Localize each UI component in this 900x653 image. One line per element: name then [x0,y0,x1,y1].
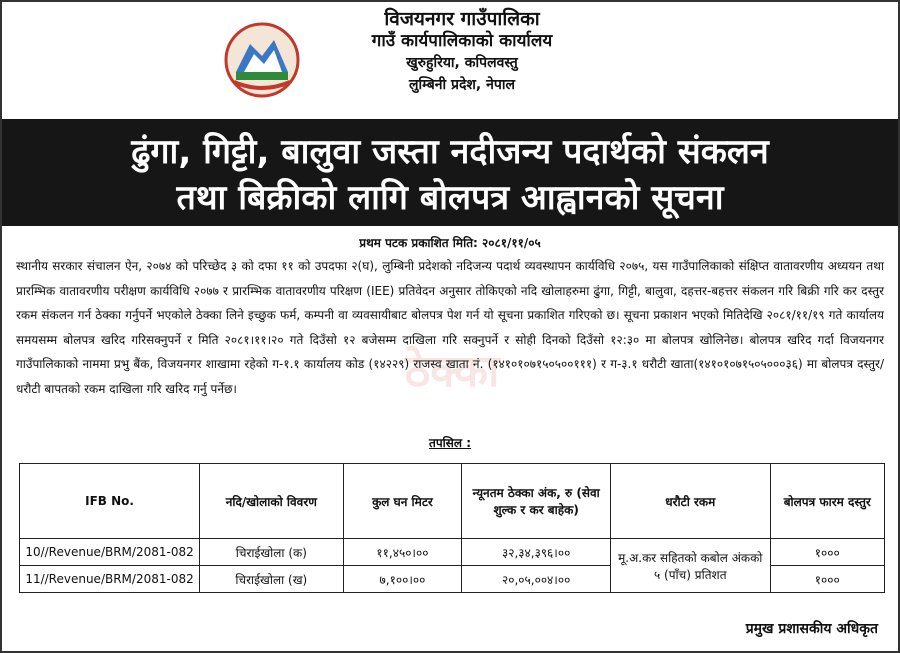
col-volume: कुल घन मिटर [343,464,462,539]
municipality-name: विजयनगर गाउँपालिका [384,8,540,30]
col-amount: न्यूनतम ठेक्का अंक, रु (सेवा शुल्क र कर बाहेक) [462,464,611,539]
deposit-amount: मू.अ.कर सहितको कबोल अंकको ५ (पाँच) प्रतिशत [611,539,771,593]
table-row [20,539,885,566]
col-river: नदि/खोलाको विवरण [200,464,344,539]
nepal-emblem-icon [224,22,300,98]
table-header-row [20,464,885,539]
address: खुरुहुरिया, कपिलवस्तु [406,55,518,71]
col-fee: बोलपत्र फारम दस्तुर [770,464,884,539]
col-ifb: IFB No. [20,464,200,539]
ifb-number: 10//Revenue/BRM/2081-082 [20,539,200,566]
notice-paragraph: स्थानीय सरकार संचालन ऐन, २०७४ को परिच्छेद ३ को दफा ११ को उपदफा २(घ), लुम्बिनी प्रदेशको नदिजन्य पदार्थ व्यवस्थापन कार्यविधि २०७५, यस गाउँपालिकाको संक्षिप्त वातावरणीय अध्ययन तथा प्रारम्भिक वातावरणीय परीक्षण कार्यविधि २०७७ र प्रारम्भिक वातावरणीय परिक्षण (IEE) प्रतिवेदन अनुसार तोकिएको नदि खोलाहरुमा ढुंगा, गिट्टी, बालुवा, दहत्तर-बहत्तर संकलन गरि बिक्री गरि कर दस्तुर रकम संकलन गर्न ठेक्का गर्नुपर्ने भएकोले ठेक्का लिने इच्छुक फर्म, कम्पनी वा व्यवसायीबाट बोलपत्र पेश गर्न यो सूचना प्रकाशित गरिएको छ। सूचना प्रकाशन भएको मितिदेखि २०८१/११/१९ गते कार्यालय समयसम्म बोलपत्र खरिद गरिसक्नुपर्ने र मिति २०८१।११।२० गते दिउँसो १२ बजेसम्म दाखिला गरि सक्नुपर्ने र सोही दिनको दिउँसो १२:३० मा बोलपत्र खोलिनेछ। बोलपत्र खरिद गर्दा विजयनगर गाउँपालिकाको नाममा प्रभु बैंक, विजयनगर शाखामा रहेको ग-१.१ कार्यालय कोड (१४२२९) राजस्व खाता नं. (१४१०१०७१५०५००१११) र ग-३.१ धरौटी खाता(१४१०१०७१५०५०००३६) मा बोलपत्र दस्तुर/ धरौटी बापतको रकम दाखिला गरि खरिद गर्नु पर्नेछ। [16,259,884,396]
province: लुम्बिनी प्रदेश, नेपाल [409,77,515,93]
minimum-amount: २०,०५,००४।०० [462,566,611,593]
signatory: प्रमुख प्रशासकीय अधिकृत [745,621,878,637]
title-line-1: ढुंगा, गिट्टी, बालुवा जस्ता नदीजन्य पदार्थको संकलन [131,132,769,172]
header [2,2,898,117]
notice-body [16,254,884,401]
form-fee: १००० [770,566,884,593]
watermark: ठेक्का [404,346,500,397]
publish-date: प्रथम पटक प्रकाशित मिति: २०८१/११/०५ [359,236,541,250]
river-name: चिराईखोला (क) [200,539,344,566]
title-line-2: तथा बिक्रीको लागि बोलपत्र आह्वानको सूचना [176,178,724,218]
details-heading: तपसिल : [429,436,471,450]
volume: ७,१००।०० [343,566,462,593]
tender-table [19,463,885,593]
volume: ११,४५०।०० [343,539,462,566]
office-name: गाउँ कार्यपालिकाको कार्यालय [371,31,553,51]
river-name: चिराईखोला (ख) [200,566,344,593]
minimum-amount: ३२,३४,३९६।०० [462,539,611,566]
col-deposit: धरौटी रकम [611,464,771,539]
title-banner [2,119,898,226]
ifb-number: 11//Revenue/BRM/2081-082 [20,566,200,593]
form-fee: १००० [770,539,884,566]
